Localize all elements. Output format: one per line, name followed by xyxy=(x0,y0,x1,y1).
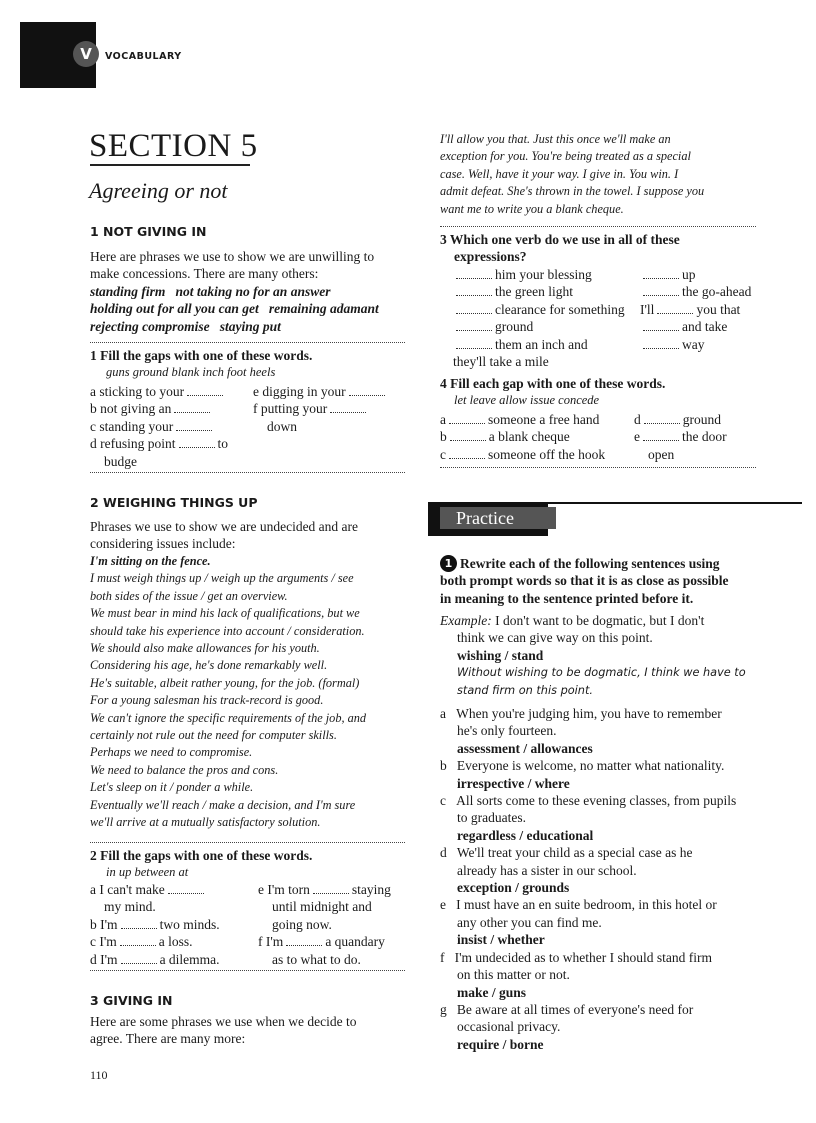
example-text: I don't want to be dogmatic, but I don't xyxy=(495,613,705,628)
intro-line: agree. There are many more: xyxy=(90,1031,246,1047)
gap[interactable] xyxy=(643,347,679,349)
item-text: ground xyxy=(495,319,534,335)
gap[interactable] xyxy=(644,422,680,424)
phrase-line: certainly not rule out the need for computer skills. xyxy=(90,728,337,743)
gap[interactable] xyxy=(187,394,223,396)
item-text: him your blessing xyxy=(495,267,592,282)
item-text: I must have an en suite bedroom, in this hotel or xyxy=(456,897,717,913)
heading-not-giving-in: 1 NOT GIVING IN xyxy=(90,224,207,239)
intro-line: considering issues include: xyxy=(90,536,236,552)
giving-in-phrases xyxy=(440,131,704,218)
item-text: Everyone is welcome, no matter what nationality. xyxy=(456,758,725,774)
item-letter: a xyxy=(440,706,446,721)
practice-item xyxy=(440,757,736,774)
exercise-title: 4 Fill each gap with one of these words. xyxy=(440,376,666,391)
practice-item xyxy=(440,705,736,722)
phrase-line: want me to write you a blank cheque. xyxy=(440,201,624,216)
item-text: a dilemma. xyxy=(159,951,220,967)
item-text: the green light xyxy=(495,284,573,300)
item-text: d refusing point xyxy=(90,436,176,452)
exercise-2 xyxy=(90,847,312,882)
phrase-line: We can't ignore the specific requirements of the job, and xyxy=(90,710,367,725)
divider xyxy=(90,842,405,843)
phrase: holding out for all you can get xyxy=(90,301,259,317)
item-text: All sorts come to these evening classes, from pupils xyxy=(456,793,737,809)
section2-body xyxy=(90,518,358,553)
gap[interactable] xyxy=(120,944,156,946)
item-text: occasional privacy. xyxy=(457,1019,561,1035)
item-text: b I'm xyxy=(90,916,118,932)
phrase-line: we'll arrive at a mutually satisfactory solution. xyxy=(90,815,321,830)
phrase: staying put xyxy=(219,318,281,334)
phrase-line: Considering his age, he's done remarkably well. xyxy=(90,658,328,673)
word-bank: let leave allow issue concede xyxy=(454,393,600,408)
practice-item xyxy=(440,792,736,809)
exercise-title: 3 Which one verb do we use in all of these xyxy=(440,232,680,247)
item-letter: b xyxy=(440,758,447,774)
gap[interactable] xyxy=(643,329,679,331)
gap[interactable] xyxy=(456,312,492,314)
phrase: standing firm xyxy=(90,283,166,299)
exercise-3-title xyxy=(440,231,680,266)
item-text: someone off the hook xyxy=(488,446,606,462)
practice-items xyxy=(440,705,736,1053)
prompt-words: assessment / allowances xyxy=(457,740,593,756)
exercise-title: 1 Fill the gaps with one of these words. xyxy=(90,348,313,363)
practice-item xyxy=(440,949,736,966)
gap[interactable] xyxy=(179,446,215,448)
word-bank: guns ground blank inch foot heels xyxy=(106,365,276,380)
gap[interactable] xyxy=(456,294,492,296)
phrase-line: both sides of the issue / get an overview. xyxy=(90,588,288,603)
exercise-1 xyxy=(90,347,405,382)
item-text: and take xyxy=(682,319,728,335)
section1-intro xyxy=(90,248,379,335)
prompt-words: irrespective / where xyxy=(457,775,570,791)
item-text: going now. xyxy=(272,916,332,932)
phrase-line: We must bear in mind his lack of qualifications, but we xyxy=(90,606,360,621)
phrase-line: Let's sleep on it / ponder a while. xyxy=(90,780,254,795)
page-title-underline xyxy=(90,164,250,166)
phrase-line: I must weigh things up / weigh up the arguments / see xyxy=(90,571,354,586)
gap[interactable] xyxy=(176,429,212,431)
item-letter: b xyxy=(440,429,447,445)
exercise-2-left xyxy=(90,881,220,968)
item-letter: f xyxy=(440,949,445,965)
item-letter: d xyxy=(440,845,447,861)
item-text: any other you can find me. xyxy=(457,914,602,930)
heading-weighing-things-up: 2 WEIGHING THINGS UP xyxy=(90,495,258,510)
divider xyxy=(440,226,756,227)
item-text: b not giving an xyxy=(90,401,172,417)
practice-item xyxy=(440,896,736,913)
prompt-words: require / borne xyxy=(457,1036,544,1052)
divider xyxy=(440,467,756,468)
page-number: 110 xyxy=(90,1068,108,1082)
phrase-line: He's suitable, albeit rather young, for the job. (formal) xyxy=(90,675,360,690)
exercise-2-right xyxy=(258,881,391,968)
exercise-3-right xyxy=(640,266,751,353)
example-label: Example: xyxy=(440,613,492,628)
item-text: a I can't make xyxy=(90,882,165,897)
instruction-line: Rewrite each of the following sentences using xyxy=(460,556,720,571)
item-letter: d xyxy=(634,412,641,427)
item-text: Be aware at all times of everyone's need for xyxy=(456,1001,694,1017)
item-text: to graduates. xyxy=(457,810,526,826)
gap[interactable] xyxy=(330,411,366,413)
gap[interactable] xyxy=(121,962,157,964)
exercise-4-right xyxy=(634,411,727,463)
item-text: c I'm xyxy=(90,934,117,950)
exercise-3-left xyxy=(453,266,625,353)
prompt-words: regardless / educational xyxy=(457,827,594,843)
exercise-1-left xyxy=(90,383,228,470)
gap[interactable] xyxy=(174,411,210,413)
item-text: f I'm xyxy=(258,934,284,950)
item-text: d I'm xyxy=(90,951,118,967)
instruction-line: in meaning to the sentence printed before it. xyxy=(440,590,694,606)
intro-line: make concessions. There are many others: xyxy=(90,266,319,282)
item-text: up xyxy=(682,267,696,282)
phrase: rejecting compromise xyxy=(90,318,210,334)
gap[interactable] xyxy=(449,422,485,424)
heading-giving-in: 3 GIVING IN xyxy=(90,993,173,1008)
item-text: on this matter or not. xyxy=(457,967,570,983)
practice-label: Practice xyxy=(440,507,556,529)
phrase-line: For a young salesman his track-record is good. xyxy=(90,693,324,708)
gap[interactable] xyxy=(168,892,204,894)
page-title: SECTION 5 xyxy=(89,128,258,164)
item-text: open xyxy=(648,446,675,462)
item-text: way xyxy=(682,336,705,352)
prompt-words: insist / whether xyxy=(457,932,545,948)
phrase-line: I'll allow you that. Just this once we'll make an xyxy=(440,132,671,146)
intro-line: Phrases we use to show we are undecided and are xyxy=(90,519,359,534)
exercise-4 xyxy=(440,375,665,410)
intro-line: Here are phrases we use to show we are unwilling to xyxy=(90,249,375,264)
item-text: he's only fourteen. xyxy=(457,723,557,739)
gap[interactable] xyxy=(349,394,385,396)
item-text: a blank cheque xyxy=(488,429,570,445)
item-text: a sticking to your xyxy=(90,384,185,399)
exercise-number-badge: 1 xyxy=(440,555,457,572)
item-letter: e xyxy=(634,429,640,445)
practice-example xyxy=(440,612,746,699)
divider xyxy=(90,472,405,473)
item-letter: c xyxy=(440,793,446,809)
prompt-words: wishing / stand xyxy=(457,647,544,663)
exercise-4-left xyxy=(440,411,605,463)
phrase-line: We should also make allowances for his youth. xyxy=(90,641,320,656)
item-text: a loss. xyxy=(158,934,193,950)
gap[interactable] xyxy=(449,457,485,459)
phrase-line: Eventually we'll reach / make a decision, and I'm sure xyxy=(90,797,356,812)
chapter-label: VOCABULARY xyxy=(105,51,182,62)
item-text: I'm undecided as to whether I should stand firm xyxy=(454,949,712,965)
practice-item xyxy=(440,844,736,861)
item-letter: c xyxy=(440,446,446,462)
gap[interactable] xyxy=(643,277,679,279)
phrase: not taking no for an answer xyxy=(175,283,331,299)
item-letter: g xyxy=(440,1001,447,1017)
item-text: two minds. xyxy=(159,916,220,932)
word-bank: in up between at xyxy=(106,865,189,880)
item-text: e digging in your xyxy=(253,384,346,399)
item-text: the go-ahead xyxy=(682,284,752,300)
item-text: as to what to do. xyxy=(272,951,361,967)
item-text: someone a free hand xyxy=(488,412,600,427)
item-text: to xyxy=(217,436,229,452)
item-text: I'll xyxy=(640,301,655,317)
chapter-badge: V xyxy=(73,41,99,67)
gap[interactable] xyxy=(450,439,486,441)
practice-item xyxy=(440,1001,736,1018)
item-text: staying xyxy=(351,882,391,897)
gap[interactable] xyxy=(286,944,322,946)
phrase-line: exception for you. You're being treated as a special xyxy=(440,149,691,164)
example-answer: Without wishing to be dogmatic, I think we have to xyxy=(457,666,746,680)
phrase-line: Perhaps we need to compromise. xyxy=(90,745,253,760)
gap[interactable] xyxy=(456,347,492,349)
item-text: When you're judging him, you have to remember xyxy=(456,706,722,721)
item-text: a quandary xyxy=(325,934,385,950)
item-text: We'll treat your child as a special case as he xyxy=(456,845,693,861)
phrase-line: We need to balance the pros and cons. xyxy=(90,762,279,777)
section2-phrases xyxy=(90,553,366,832)
item-text: already has a sister in our school. xyxy=(457,862,637,878)
gap[interactable] xyxy=(456,329,492,331)
phrase-line: admit defeat. She's thrown in the towel. I suppose you xyxy=(440,184,705,199)
item-text: ground xyxy=(682,412,721,427)
item-text: the door xyxy=(682,429,727,445)
item-text: budge xyxy=(104,453,137,469)
intro-line: Here are some phrases we use when we decide to xyxy=(90,1014,357,1029)
gap[interactable] xyxy=(657,312,693,314)
gap[interactable] xyxy=(456,277,492,279)
example-answer: stand firm on this point. xyxy=(457,683,593,697)
exercise-title: 2 Fill the gaps with one of these words. xyxy=(90,848,313,863)
item-text: c standing your xyxy=(90,418,174,434)
exercise-title: expressions? xyxy=(454,249,527,265)
practice-instructions xyxy=(440,555,729,607)
item-text: e I'm torn xyxy=(258,882,310,897)
divider xyxy=(90,970,405,971)
item-letter: a xyxy=(440,412,446,427)
section-subtitle: Agreeing or not xyxy=(89,178,228,203)
gap[interactable] xyxy=(643,294,679,296)
exercise-1-right xyxy=(253,383,388,435)
phrase-line: case. Well, have it your way. I give in. You win. I xyxy=(440,166,679,181)
phrase: remaining adamant xyxy=(268,301,379,317)
divider xyxy=(90,342,405,343)
prompt-words: make / guns xyxy=(457,984,527,1000)
item-text: clearance for something xyxy=(495,301,625,317)
item-text: my mind. xyxy=(104,899,156,915)
gap[interactable] xyxy=(121,927,157,929)
phrase-line: I'm sitting on the fence. xyxy=(90,554,211,568)
item-text: down xyxy=(267,418,297,434)
item-text: f putting your xyxy=(253,401,328,417)
item-text: you that xyxy=(696,301,741,317)
prompt-words: exception / grounds xyxy=(457,880,570,896)
exercise-3-tail: they'll take a mile xyxy=(453,354,549,369)
phrase-line: should take his experience into account / consideration. xyxy=(90,623,365,638)
item-text: them an inch and xyxy=(495,336,588,352)
gap[interactable] xyxy=(643,439,679,441)
gap[interactable] xyxy=(313,892,349,894)
section3-intro xyxy=(90,1013,357,1048)
example-text: think we can give way on this point. xyxy=(457,630,653,646)
instruction-line: both prompt words so that it is as close as possible xyxy=(440,573,729,589)
item-letter: e xyxy=(440,897,446,913)
item-text: until midnight and xyxy=(272,899,372,915)
